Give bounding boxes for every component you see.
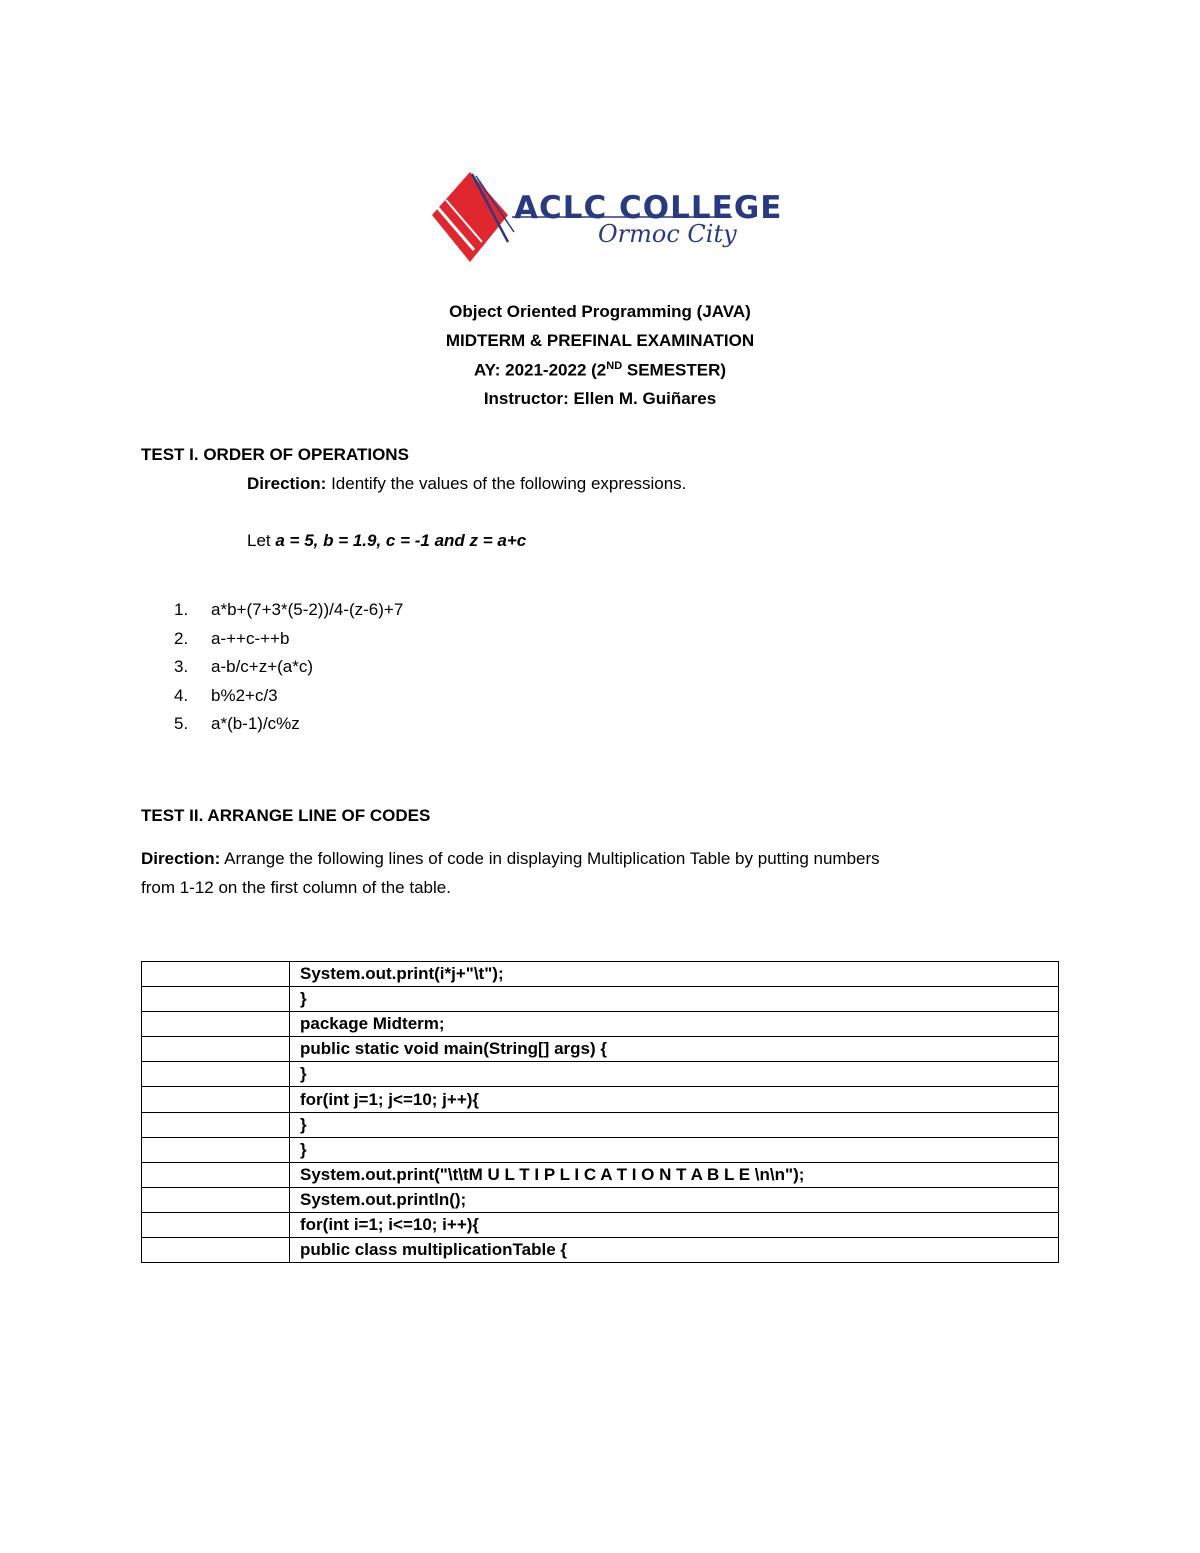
- test2-direction-line1: Arrange the following lines of code in displaying Multiplication Table by putting numbers: [220, 849, 880, 868]
- answer-cell[interactable]: [142, 1087, 290, 1112]
- logo-college-name: ACLC COLLEGE: [514, 190, 783, 226]
- code-line: System.out.print("\t\tM U L T I P L I C A T I O N T A B L E \n\n");: [290, 1162, 1059, 1187]
- let-prefix: Let: [247, 531, 276, 550]
- answer-cell[interactable]: [142, 1162, 290, 1187]
- ay-prefix: AY: 2021-2022 (2: [473, 360, 607, 380]
- code-arrangement-table: [141, 961, 1059, 1263]
- code-line: public class multiplicationTable {: [290, 1238, 1059, 1263]
- table-row: [142, 1087, 1059, 1112]
- list-item: 2. a-++c-++b: [174, 629, 403, 658]
- test2-direction: [141, 849, 880, 869]
- test2-direction-line2: from 1-12 on the first column of the table.: [141, 878, 451, 897]
- test1-title: TEST I. ORDER OF OPERATIONS: [141, 445, 409, 464]
- code-line: System.out.print(i*j+"\t");: [290, 962, 1059, 987]
- table-row: [142, 1162, 1059, 1187]
- table-row: [142, 962, 1059, 987]
- ay-suffix: SEMESTER): [622, 360, 727, 380]
- answer-cell[interactable]: [142, 1238, 290, 1263]
- list-item: 3. a-b/c+z+(a*c): [174, 657, 403, 686]
- expression: a*b+(7+3*(5-2))/4-(z-6)+7: [211, 600, 404, 619]
- test1-direction-text: Identify the values of the following expressions.: [326, 474, 687, 493]
- code-line: }: [290, 1137, 1059, 1162]
- answer-cell[interactable]: [142, 1112, 290, 1137]
- test1-direction: [247, 474, 686, 494]
- ay-superscript: ND: [606, 360, 623, 372]
- expression: a-++c-++b: [211, 628, 290, 648]
- instructor: Instructor: Ellen M. Guiñares: [483, 389, 717, 408]
- expression: a-b/c+z+(a*c): [211, 657, 314, 676]
- answer-cell[interactable]: [142, 987, 290, 1012]
- table-row: [142, 1238, 1059, 1263]
- list-item: 4. b%2+c/3: [174, 686, 403, 715]
- test2-title: TEST II. ARRANGE LINE OF CODES: [141, 806, 431, 825]
- code-line: }: [290, 987, 1059, 1012]
- table-row: [142, 1037, 1059, 1062]
- answer-cell[interactable]: [142, 1187, 290, 1212]
- table-row: [142, 987, 1059, 1012]
- code-line: package Midterm;: [290, 1012, 1059, 1037]
- code-line: }: [290, 1062, 1059, 1087]
- code-line: public static void main(String[] args) {: [290, 1037, 1059, 1062]
- code-line: }: [290, 1112, 1059, 1137]
- logo-red-diamond: [432, 172, 508, 262]
- test1-let-statement: [247, 531, 526, 551]
- code-line: for(int i=1; i<=10; i++){: [290, 1212, 1059, 1237]
- let-expression: a = 5, b = 1.9, c = -1 and z = a+c: [275, 531, 527, 550]
- academic-year: [0, 360, 1200, 381]
- test1-direction-label: Direction:: [247, 474, 327, 493]
- code-line: System.out.println();: [290, 1187, 1059, 1212]
- table-row: [142, 1212, 1059, 1237]
- table-row: [142, 1012, 1059, 1037]
- answer-cell[interactable]: [142, 962, 290, 987]
- table-row: [142, 1062, 1059, 1087]
- course-title: Object Oriented Programming (JAVA): [449, 302, 751, 321]
- list-item: 5. a*(b-1)/c%z: [174, 714, 403, 743]
- table-row: [142, 1187, 1059, 1212]
- expression: a*(b-1)/c%z: [211, 714, 300, 733]
- logo-city-name: Ormoc City: [598, 220, 737, 248]
- table-row: [142, 1112, 1059, 1137]
- expression-list: [174, 600, 403, 743]
- exam-title: MIDTERM & PREFINAL EXAMINATION: [445, 331, 755, 350]
- answer-cell[interactable]: [142, 1037, 290, 1062]
- answer-cell[interactable]: [142, 1137, 290, 1162]
- answer-cell[interactable]: [142, 1212, 290, 1237]
- code-line: for(int j=1; j<=10; j++){: [290, 1087, 1059, 1112]
- table-row: [142, 1137, 1059, 1162]
- test2-direction-label: Direction:: [141, 849, 221, 868]
- answer-cell[interactable]: [142, 1062, 290, 1087]
- list-item: 1. a*b+(7+3*(5-2))/4-(z-6)+7: [174, 600, 403, 629]
- expression: b%2+c/3: [211, 685, 278, 705]
- answer-cell[interactable]: [142, 1012, 290, 1037]
